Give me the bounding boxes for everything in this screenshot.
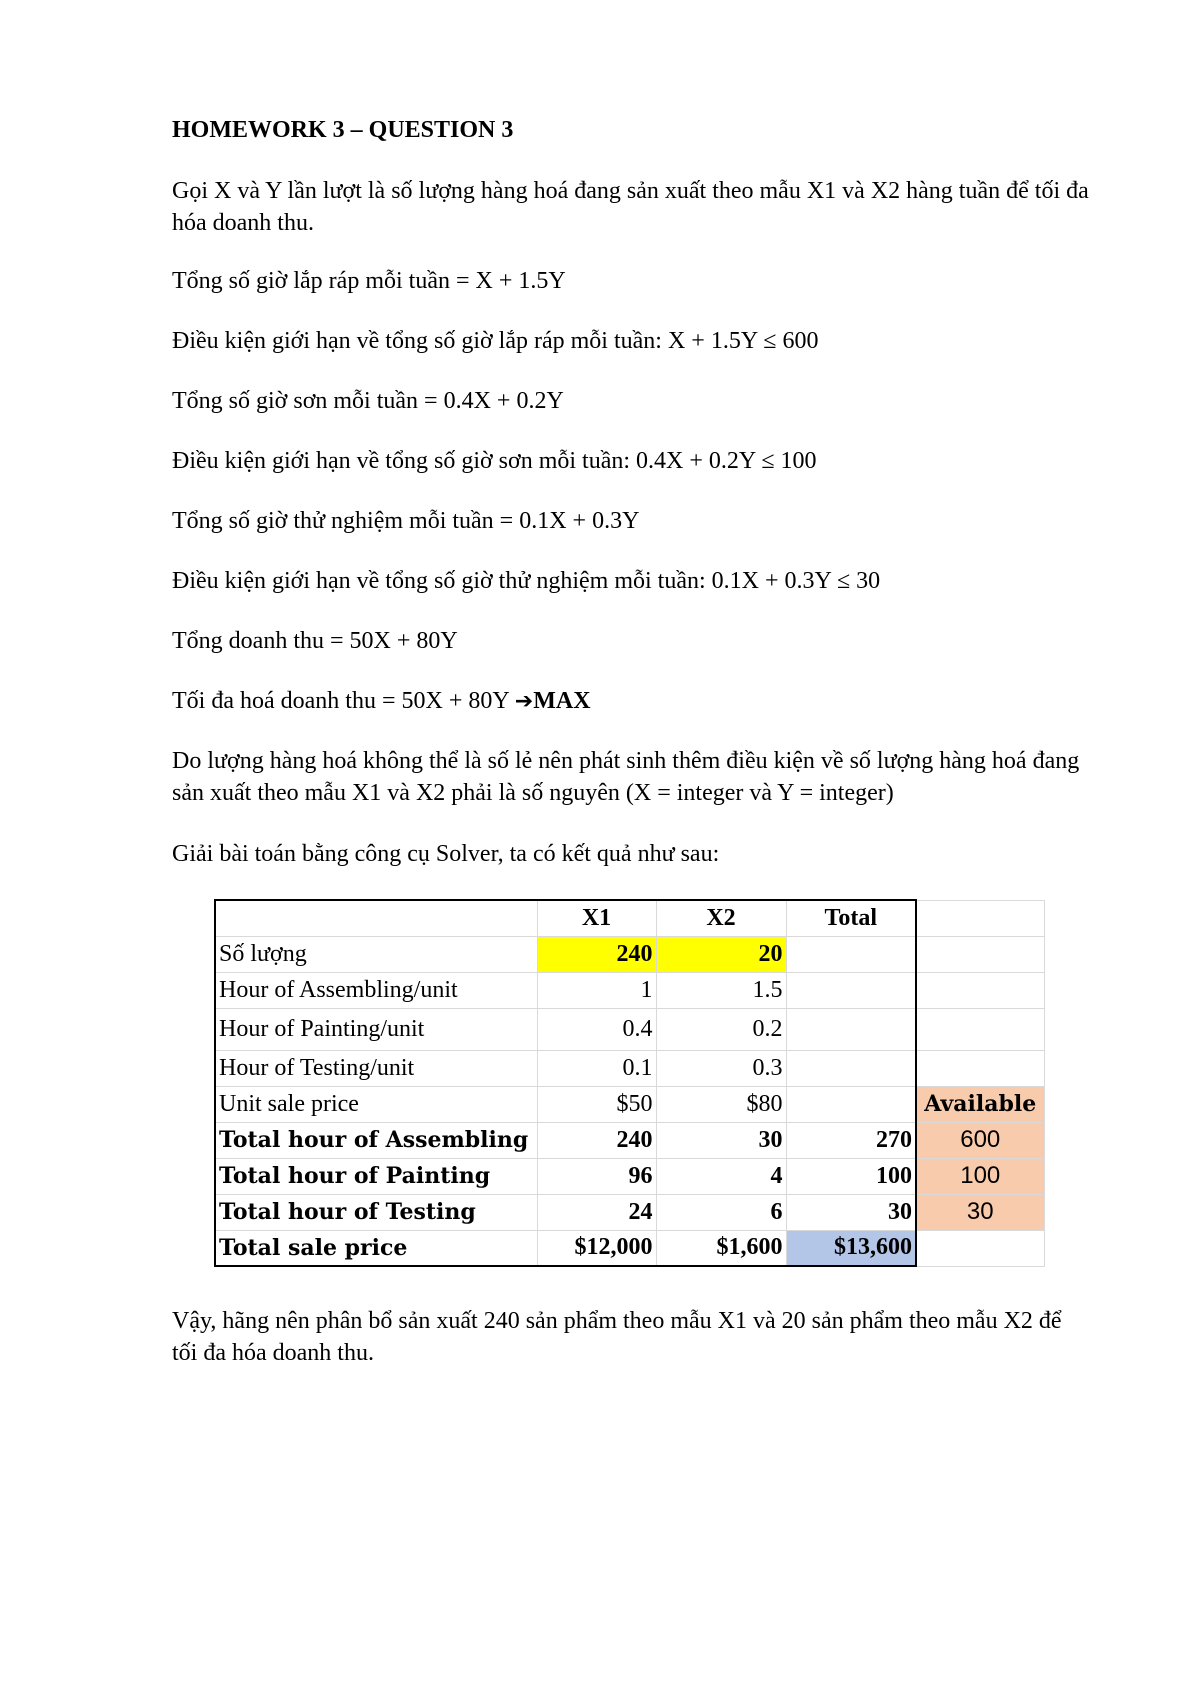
cell-x1: 1 [537,972,656,1008]
cell-total: 270 [786,1122,916,1158]
right-arrow-icon: ➔ [514,689,534,714]
testing-total-line: Tổng số giờ thử nghiệm mỗi tuần = 0.1X + 0.3Y [172,508,640,534]
cell-total [786,1086,916,1122]
testing-constraint-line: Điều kiện giới hạn về tổng số giờ thử nghiệm mỗi tuần: 0.1X + 0.3Y ≤ 30 [172,568,881,594]
header-total: Total [786,900,916,936]
header-x1: X1 [537,900,656,936]
cell-extra [916,1230,1044,1266]
table-row [215,1086,1044,1122]
cell-extra [916,936,1044,972]
cell-total: 30 [786,1194,916,1230]
available-value: 600 [916,1122,1044,1158]
objective-max: MAX [533,688,591,714]
integer-note-paragraph: Do lượng hàng hoá không thể là số lẻ nên phát sinh thêm điều kiện về số lượng hàng hoá đang sản xuất theo mẫu X1 và X2 phải là số nguyên (X = integer và Y = integer) [172,748,1080,806]
page-title: HOMEWORK 3 – QUESTION 3 [172,117,514,143]
row-label: Hour of Painting/unit [215,1008,537,1050]
row-label: Total hour of Painting [215,1158,537,1194]
table-row [215,1122,1044,1158]
painting-total-line: Tổng số giờ sơn mỗi tuần = 0.4X + 0.2Y [172,388,564,414]
available-value: 30 [916,1194,1044,1230]
table-row [215,1194,1044,1230]
objective-line [172,685,1092,718]
cell-x2: 1.5 [656,972,786,1008]
cell-x1: 96 [537,1158,656,1194]
table-header-row [215,900,1044,936]
cell-x1: 0.1 [537,1050,656,1086]
table-row [215,1008,1044,1050]
cell-total [786,1050,916,1086]
cell-x1: 24 [537,1194,656,1230]
row-label: Số lượng [215,936,537,972]
cell-total [786,972,916,1008]
conclusion-paragraph: Vậy, hãng nên phân bổ sản xuất 240 sản phẩm theo mẫu X1 và 20 sản phẩm theo mẫu X2 để tối đa hóa doanh thu. [172,1308,1062,1366]
cell-total: 100 [786,1158,916,1194]
row-label: Total sale price [215,1230,537,1266]
header-x2: X2 [656,900,786,936]
cell-extra [916,972,1044,1008]
cell-extra [916,1008,1044,1050]
row-label: Hour of Assembling/unit [215,972,537,1008]
cell-x2: 30 [656,1122,786,1158]
cell-extra [916,1050,1044,1086]
cell-x2: 6 [656,1194,786,1230]
available-header: Available [916,1086,1044,1122]
row-label: Total hour of Assembling [215,1122,537,1158]
cell-x1: $50 [537,1086,656,1122]
cell-x2: $80 [656,1086,786,1122]
cell-x1: 0.4 [537,1008,656,1050]
painting-constraint-line: Điều kiện giới hạn về tổng số giờ sơn mỗi tuần: 0.4X + 0.2Y ≤ 100 [172,448,817,474]
assembly-constraint-line: Điều kiện giới hạn về tổng số giờ lắp ráp mỗi tuần: X + 1.5Y ≤ 600 [172,328,819,354]
cell-x2: $1,600 [656,1230,786,1266]
assembly-total-line: Tổng số giờ lắp ráp mỗi tuần = X + 1.5Y [172,268,566,294]
row-label: Total hour of Testing [215,1194,537,1230]
cell-total [786,1008,916,1050]
objective-text: Tối đa hoá doanh thu = 50X + 80Y [172,688,515,714]
table-row [215,1158,1044,1194]
table-row [215,972,1044,1008]
row-label: Hour of Testing/unit [215,1050,537,1086]
cell-total-revenue: $13,600 [786,1230,916,1266]
cell-x2: 0.2 [656,1008,786,1050]
table-row [215,1230,1044,1266]
cell-x2-quantity: 20 [656,936,786,972]
cell-x2: 0.3 [656,1050,786,1086]
available-value: 100 [916,1158,1044,1194]
header-extra-cell [916,900,1044,936]
solver-intro-line: Giải bài toán bằng công cụ Solver, ta có kết quả như sau: [172,841,720,867]
cell-x1-quantity: 240 [537,936,656,972]
header-corner-cell [215,900,537,936]
cell-x1: $12,000 [537,1230,656,1266]
cell-total [786,936,916,972]
cell-x1: 240 [537,1122,656,1158]
revenue-total-line: Tổng doanh thu = 50X + 80Y [172,628,458,654]
table-row [215,936,1044,972]
intro-paragraph: Gọi X và Y lần lượt là số lượng hàng hoá đang sản xuất theo mẫu X1 và X2 hàng tuần để tối đa hóa doanh thu. [172,178,1089,236]
solver-result-table [214,899,1045,1267]
cell-x2: 4 [656,1158,786,1194]
table-row [215,1050,1044,1086]
row-label: Unit sale price [215,1086,537,1122]
